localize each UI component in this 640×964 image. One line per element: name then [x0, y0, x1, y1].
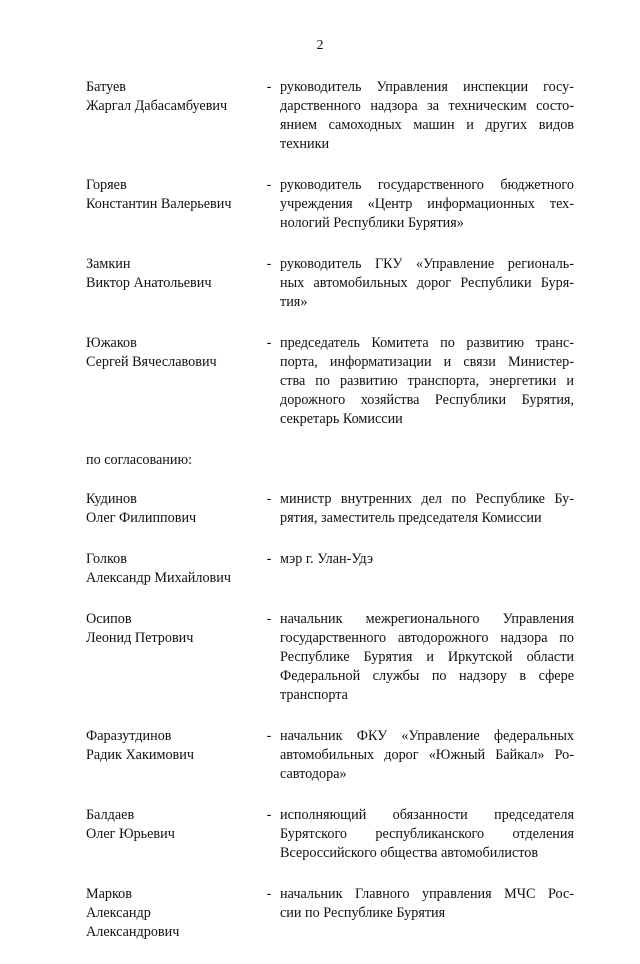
member-name-line: Виктор Анатольевич [86, 275, 212, 291]
member-name [86, 176, 258, 233]
member-role-line: рятия, заместитель председателя Комиссии [280, 510, 542, 526]
commission-member-list [86, 78, 574, 964]
member-name [86, 610, 258, 705]
dash-separator: - [266, 177, 272, 193]
member-entry [86, 78, 574, 154]
member-role-line: порта, информатизации и связи Министер- [280, 354, 574, 370]
member-name-line: Александр Михайлович [86, 570, 231, 586]
dash-separator: - [266, 491, 272, 507]
member-name-line: Балдаев [86, 807, 135, 823]
member-name-line: Леонид Петрович [86, 630, 194, 646]
member-role-line: начальник межрегионального Управления [280, 611, 574, 627]
dash-separator: - [266, 551, 272, 567]
member-role-line: руководитель Управления инспекции госу- [280, 79, 574, 95]
member-role-line: ных автомобильных дорог Республики Буря- [280, 275, 574, 291]
member-role-line: мэр г. Улан-Удэ [280, 551, 374, 567]
member-name [86, 806, 258, 863]
member-role-line: секретарь Комиссии [280, 411, 403, 427]
member-entry [86, 176, 574, 233]
member-name-line: Александр [86, 905, 151, 921]
member-role-line: нологий Республики Бурятия» [280, 215, 464, 231]
members-group [86, 78, 574, 429]
member-entry [86, 610, 574, 705]
member-name-line: Жаргал Дабасамбуевич [86, 98, 228, 114]
dash-separator: - [266, 256, 272, 272]
member-role [280, 490, 574, 528]
member-role [280, 255, 574, 312]
member-name-line: Олег Филиппович [86, 510, 197, 526]
member-name [86, 334, 258, 429]
member-role-line: начальник ФКУ «Управление федеральных [280, 728, 574, 744]
dash-separator: - [266, 611, 272, 627]
member-name-line: Радик Хакимович [86, 747, 194, 763]
member-name-line: Батуев [86, 79, 126, 95]
member-entry [86, 334, 574, 429]
member-role [280, 727, 574, 784]
member-name [86, 490, 258, 528]
member-role [280, 176, 574, 233]
member-role-line: учреждения «Центр информационных тех- [280, 196, 574, 212]
member-name-line: Марков [86, 886, 132, 902]
member-entry [86, 727, 574, 784]
member-name-line: Южаков [86, 335, 137, 351]
member-name [86, 255, 258, 312]
member-role-line: Республике Бурятия и Иркутской области [280, 649, 574, 665]
member-role [280, 806, 574, 863]
member-name-line: Сергей Вячеславович [86, 354, 217, 370]
page-number: 2 [316, 38, 324, 53]
member-role-line: янием самоходных машин и других видов [280, 117, 574, 133]
member-role-line: председатель Комитета по развитию транс- [280, 335, 574, 351]
member-role-line: исполняющий обязанности председателя [280, 807, 574, 823]
agreed-members-group [86, 490, 574, 942]
member-role-line: государственного автодорожного надзора по [280, 630, 574, 646]
member-role-line: министр внутренних дел по Республике Бу- [280, 491, 574, 507]
member-role-line: автомобильных дорог «Южный Байкал» Ро- [280, 747, 574, 763]
member-name [86, 78, 258, 154]
member-name [86, 727, 258, 784]
member-role-line: ства по развитию транспорта, энергетики и [280, 373, 574, 389]
member-role-line: руководитель государственного бюджетного [280, 177, 574, 193]
member-name-line: Кудинов [86, 491, 137, 507]
member-entry [86, 550, 574, 588]
member-role-line: савтодора» [280, 766, 347, 782]
member-name [86, 550, 258, 588]
member-role-line: начальник Главного управления МЧС Рос- [280, 886, 574, 902]
member-entry [86, 255, 574, 312]
member-role [280, 610, 574, 705]
member-role-line: дарственного надзора за техническим состо- [280, 98, 574, 114]
member-name-line: Замкин [86, 256, 131, 272]
member-entry [86, 490, 574, 528]
member-name-line: Горяев [86, 177, 127, 193]
member-role-line: Бурятского республиканского отделения [280, 826, 574, 842]
dash-separator: - [266, 79, 272, 95]
member-role-line: тия» [280, 294, 308, 310]
member-role-line: Федеральной службы по надзору в сфере [280, 668, 574, 684]
member-name [86, 885, 258, 942]
member-name-line: Константин Валерьевич [86, 196, 232, 212]
member-role-line: руководитель ГКУ «Управление региональ- [280, 256, 574, 272]
member-name-line: Фаразутдинов [86, 728, 172, 744]
dash-separator: - [266, 807, 272, 823]
member-name-line: Голков [86, 551, 127, 567]
member-role [280, 78, 574, 154]
member-role-line: сии по Республике Бурятия [280, 905, 446, 921]
member-role [280, 550, 574, 588]
member-entry [86, 885, 574, 942]
dash-separator: - [266, 886, 272, 902]
member-role [280, 885, 574, 942]
member-role-line: техники [280, 136, 330, 152]
member-role-line: транспорта [280, 687, 348, 703]
section-label: по согласованию: [86, 452, 193, 468]
member-name-line: Олег Юрьевич [86, 826, 175, 842]
dash-separator: - [266, 728, 272, 744]
member-role [280, 334, 574, 429]
member-name-line: Александрович [86, 924, 180, 940]
member-role-line: Всероссийского общества автомобилистов [280, 845, 539, 861]
member-entry [86, 806, 574, 863]
member-name-line: Осипов [86, 611, 132, 627]
dash-separator: - [266, 335, 272, 351]
member-role-line: дорожного хозяйства Республики Бурятия, [280, 392, 574, 408]
